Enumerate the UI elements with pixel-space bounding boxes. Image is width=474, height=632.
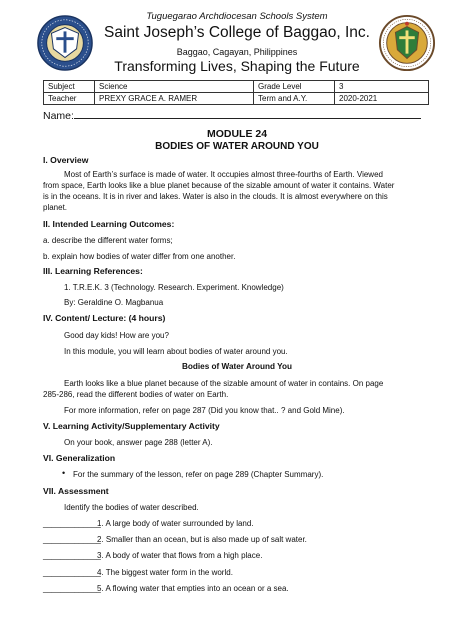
- overview-heading: I. Overview: [43, 155, 89, 165]
- answer-blank[interactable]: _____________: [43, 584, 101, 593]
- overview-line: from space, Earth looks like a blue planet because of the sizable amount of water it contains. Water: [43, 181, 395, 190]
- table-cell: Subject: [44, 81, 95, 93]
- reference-author: By: Geraldine O. Magbanua: [64, 298, 164, 307]
- table-cell: PREXY GRACE A. RAMER: [95, 93, 254, 105]
- assessment-item: 2. Smaller than an ocean, but is also made up of salt water.: [97, 535, 307, 544]
- bullet-icon: •: [62, 468, 66, 478]
- school-motto: Transforming Lives, Shaping the Future: [114, 58, 360, 74]
- table-row: [44, 81, 429, 93]
- content-line: 285-286, read the different bodies of water on Earth.: [43, 390, 229, 399]
- assessment-item: 1. A large body of water surrounded by land.: [97, 519, 254, 528]
- generalization-text: For the summary of the lesson, refer on page 289 (Chapter Summary).: [73, 470, 324, 479]
- activity-heading: V. Learning Activity/Supplementary Activity: [43, 421, 220, 431]
- assessment-item: 3. A body of water that flows from a high place.: [97, 551, 263, 560]
- content-more-info: For more information, refer on page 287 (Did you know that.. ? and Gold Mine).: [64, 406, 345, 415]
- name-label: Name:: [43, 110, 74, 122]
- table-cell: Term and A.Y.: [254, 93, 335, 105]
- school-address: Baggao, Cagayan, Philippines: [176, 47, 298, 57]
- content-line: Earth looks like a blue planet because of the sizable amount of water in contains. On page: [64, 379, 384, 388]
- answer-blank[interactable]: _____________: [43, 568, 101, 577]
- outcomes-heading: II. Intended Learning Outcomes:: [43, 219, 175, 229]
- assessment-heading: VII. Assessment: [43, 486, 109, 496]
- answer-blank[interactable]: _____________: [43, 551, 101, 560]
- subject-info-table: [43, 80, 429, 105]
- name-blank-line[interactable]: [74, 118, 421, 119]
- overview-line: is in the oceans. It is in river and lakes. Water is also in the clouds. It is almost everywhere on this: [43, 192, 388, 201]
- module-subtitle: BODIES OF WATER AROUND YOU: [155, 141, 319, 152]
- generalization-heading: VI. Generalization: [43, 453, 116, 463]
- school-system-label: Tuguegarao Archdiocesan Schools System: [146, 11, 328, 22]
- overview-line: planet.: [43, 203, 68, 212]
- archdiocesan-seal-logo: [378, 14, 436, 72]
- table-cell: Grade Level: [254, 81, 335, 93]
- assessment-item: 4. The biggest water form in the world.: [97, 568, 233, 577]
- activity-text: On your book, answer page 288 (letter A).: [64, 438, 213, 447]
- references-heading: III. Learning References:: [43, 266, 143, 276]
- outcome-item: a. describe the different water forms;: [43, 236, 173, 245]
- school-name: Saint Joseph’s College of Baggao, Inc.: [104, 24, 370, 41]
- assessment-instruction: Identify the bodies of water described.: [64, 503, 199, 512]
- content-intro: In this module, you will learn about bodies of water around you.: [64, 347, 288, 356]
- table-cell: 2020-2021: [335, 93, 429, 105]
- reference-book: 1. T.R.E.K. 3 (Technology. Research. Experiment. Knowledge): [64, 283, 284, 292]
- content-subheading: Bodies of Water Around You: [181, 362, 293, 371]
- school-seal-logo: [36, 14, 94, 72]
- assessment-item: 5. A flowing water that empties into an ocean or a sea.: [97, 584, 289, 593]
- answer-blank[interactable]: _____________: [43, 535, 101, 544]
- module-title: MODULE 24: [206, 128, 268, 140]
- table-row: [44, 93, 429, 105]
- outcome-item: b. explain how bodies of water differ from one another.: [43, 252, 236, 261]
- table-cell: Teacher: [44, 93, 95, 105]
- content-greeting: Good day kids! How are you?: [64, 331, 169, 340]
- answer-blank[interactable]: _____________: [43, 519, 101, 528]
- overview-line: Most of Earth’s surface is made of water. It occupies almost three-fourths of Earth. Viewed: [64, 170, 383, 179]
- table-cell: 3: [335, 81, 429, 93]
- table-cell: Science: [95, 81, 254, 93]
- content-heading: IV. Content/ Lecture: (4 hours): [43, 313, 166, 323]
